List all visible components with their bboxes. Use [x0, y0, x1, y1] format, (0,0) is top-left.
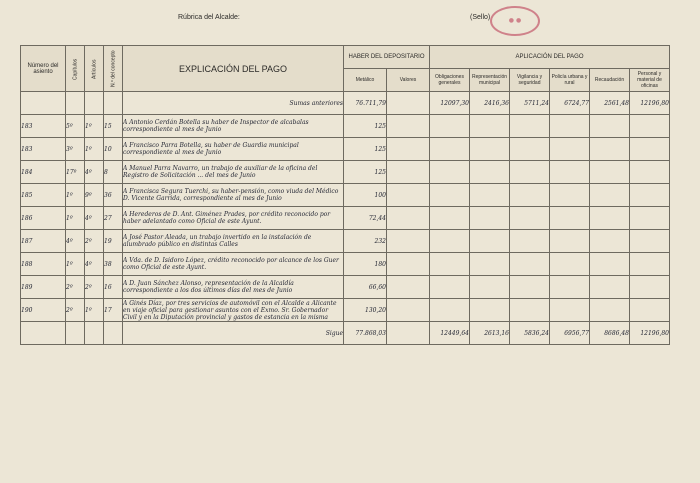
table-row: 185 1º 9º 36 A Francisca Segura Tuerchi, su haber-pensión, como viuda del Médico D. Vicente Garrida, correspondiente al mes de Junio 100 [21, 184, 670, 207]
cap-next: 12449,64 [430, 322, 470, 345]
table-row: 188 1º 4º 38 A Vda. de D. Isidoro López, crédito reconocido por alcance de los Guer como Oficial de este Ayunt. 180 [21, 253, 670, 276]
metal-prev: 76.711,79 [344, 92, 387, 115]
aplicacion-header: APLICACIÓN DEL PAGO [430, 46, 670, 69]
table-row: 184 17º 4º 8 A Manuel Parra Navarro, un trabajo de auxiliar de la oficina del Registro de Solicitación ... del mes de Junio 125 [21, 161, 670, 184]
cap3-header: Vigilancia y seguridad [510, 69, 550, 92]
rubrica-label: Rúbrica del Alcalde: [178, 14, 240, 21]
metalico-header: Metálico [344, 69, 387, 92]
cap-next: 5836,24 [510, 322, 550, 345]
table-row [21, 92, 670, 115]
concepto-header: N.º del concepto [104, 46, 123, 92]
cap-prev: 2561,48 [590, 92, 630, 115]
cap-next: 2613,16 [470, 322, 510, 345]
cap-next: 6956,77 [550, 322, 590, 345]
metal-next: 77.868,03 [344, 322, 387, 345]
cap-next: 12196,80 [630, 322, 670, 345]
cap-prev: 12196,80 [630, 92, 670, 115]
cap2-header: Representación municipal [470, 69, 510, 92]
cap-prev: 6724,77 [550, 92, 590, 115]
haber-header: HABER DEL DEPOSITARIO [344, 46, 430, 69]
ledger-table [20, 45, 670, 345]
cap6-header: Personal y material de oficinas [630, 69, 670, 92]
cap5-header: Recaudación [590, 69, 630, 92]
official-stamp: ● ● [490, 6, 540, 36]
cap1-header: Obligaciones generales [430, 69, 470, 92]
table-row: 183 3º 1º 10 A Francisco Parra Botella, su haber de Guardia municipal correspondiente al mes de Junio 125 [21, 138, 670, 161]
table-row: 186 1º 4º 27 A Herederos de D. Ant. Giménez Prades, por crédito reconocido por haber adelantado como Oficial de este Ayunt. 72,44 [21, 207, 670, 230]
sigue-label: Sigue [123, 322, 344, 345]
numero-header: Número del asiento [21, 46, 66, 92]
table-row: 183 5º 1º 15 A Antonio Cerdán Botella su haber de Inspector de alcabalas correspondiente al mes de Junio 125 [21, 115, 670, 138]
cap-prev: 12097,30 [430, 92, 470, 115]
cap-prev: 5711,24 [510, 92, 550, 115]
sumas-label: Sumas anteriores [123, 92, 344, 115]
articulo-header: Artículos [85, 46, 104, 92]
cap4-header: Policía urbana y rural [550, 69, 590, 92]
cap-next: 8686,48 [590, 322, 630, 345]
table-row [21, 322, 670, 345]
table-row: 190 2º 1º 17 A Ginés Díaz, por tres servicios de automóvil con el Alcalde a Alicante en viaje oficial para gestionar asuntos con el Exmo. Sr. Gobernador Civil y en la Diputación provincial y gastos de estancia en la misma 130,20 [21, 299, 670, 322]
table-row: 187 4º 2º 19 A José Pastor Aleada, un trabajo invertido en la instalación de alumbrado público en distintas Calles 232 [21, 230, 670, 253]
explicacion-header: EXPLICACIÓN DEL PAGO [123, 46, 344, 92]
table-row: 189 2º 2º 16 A D. Juan Sánchez Alonso, representación de la Alcaldía correspondiente a los dos últimos días del mes de Junio 66,60 [21, 276, 670, 299]
cap-prev: 2416,36 [470, 92, 510, 115]
sello-label: (Sello) [470, 14, 491, 21]
capitulo-header: Capítulos [66, 46, 85, 92]
valores-header: Valores [387, 69, 430, 92]
